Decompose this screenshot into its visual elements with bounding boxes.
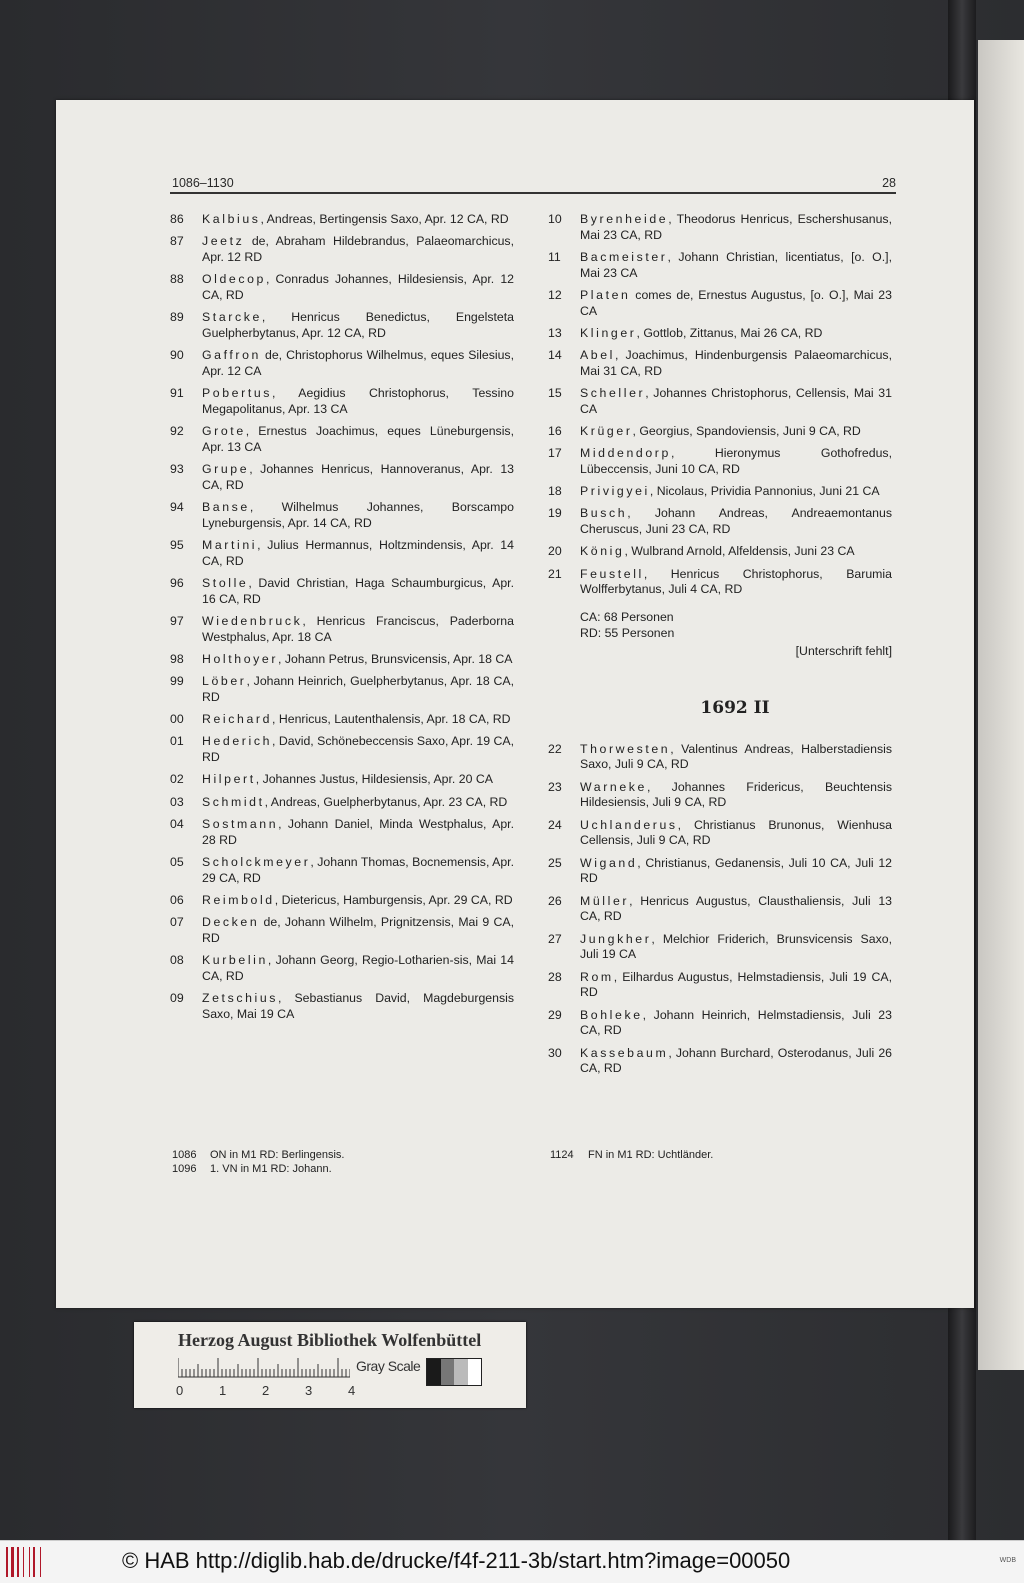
entry-details: , Andreas, Guelpherbytanus, Apr. 23 CA, RD [264,794,508,809]
entry-surname: Rom [580,969,614,984]
entry-surname: Schmidt [202,794,265,809]
entry-details: , Conradus Johannes, Hildesiensis, Apr. 12 CA, RD [202,272,514,302]
entry-details: , Wilhelmus Johannes, Borscampo Lyneburgensis, Apr. 14 CA, RD [202,500,514,530]
entry-text [202,855,514,887]
entry-number: 26 [548,893,562,908]
register-entry [548,970,892,1002]
entry-text [580,1046,892,1078]
entry-text [202,310,514,342]
page-number: 28 [882,176,896,190]
entry-text [202,576,514,608]
entry-details: , Julius Hermannus, Holtzmindensis, Apr. 14 CA, RD [202,538,514,568]
register-entry [548,484,892,500]
entry-text [202,386,514,418]
entry-details: de, Christophorus Wilhelmus, eques Silesius, Apr. 12 CA [202,348,514,378]
gray-swatch [468,1359,482,1385]
entry-surname: Scheller [580,386,646,401]
entry-details: , Andreas, Bertingensis Saxo, Apr. 12 CA, RD [260,212,509,226]
register-entry [548,932,892,964]
entry-details: , Johann Georg, Regio-Lotharien-sis, Mai 14 CA, RD [202,952,514,983]
entry-number: 29 [548,1007,562,1022]
ruler-number: 2 [262,1383,270,1398]
entry-surname: Abel [580,348,616,363]
footnotes-left [172,1148,345,1176]
entry-number: 91 [170,386,184,401]
ruler-number: 4 [348,1383,356,1398]
register-entry [548,1008,892,1040]
entry-text [580,970,892,1002]
barcode-icon [6,1547,46,1577]
register-entry [170,348,514,380]
entry-surname: Klinger [580,325,637,340]
entry-details: , Henricus, Lautenthalensis, Apr. 18 CA, RD [272,712,511,727]
entry-text [202,795,514,811]
entry-details: , Eilhardus Augustus, Helmstadiensis, Juli 19 CA, RD [580,969,892,1000]
entry-surname: Jeetz [202,234,245,249]
entry-details: , Henricus Benedictus, Engelsteta Guelpherbytanus, Apr. 12 CA, RD [202,310,514,340]
entry-surname: Reimbold [202,892,275,907]
entry-surname: Krüger [580,424,633,439]
entry-text [202,212,514,228]
entry-details: comes de, Ernestus Augustus, [o. O.], Mai 23 CA [580,287,892,318]
ruler-number: 1 [219,1383,227,1398]
entry-details: , Johann Christian, licentiatus, [o. O.], Mai 23 CA [580,249,892,280]
entry-surname: Thorwesten [580,741,671,756]
footnote [550,1148,713,1162]
ruler-number: 0 [176,1383,184,1398]
footer-small-logo: WDB [999,1557,1016,1564]
entry-number: 28 [548,969,562,984]
entry-surname: Platen [580,287,631,302]
entry-text [580,424,892,440]
entry-number: 96 [170,576,184,591]
register-entry [170,576,514,608]
entry-number: 19 [548,506,562,521]
entry-details: , Johann Andreas, Andreaemontanus Cheruscus, Juni 23 CA, RD [580,506,892,537]
entry-text [202,500,514,532]
entry-number: 20 [548,544,562,559]
entry-number: 02 [170,772,184,787]
entry-details: , Melchior Friderich, Brunsvicensis Saxo, Juli 19 CA [580,931,892,962]
entry-details: , Henricus Christophorus, Barumia Wolfferbytanus, Juli 4 CA, RD [580,566,892,597]
entry-details: , Johannes Henricus, Hannoveranus, Apr. 13 CA, RD [202,462,514,492]
entry-text [202,915,514,947]
hab-card-title: Herzog August Bibliothek Wolfenbüttel [178,1330,482,1350]
entry-details: , Nicolaus, Prividia Pannonius, Juni 21 CA [649,484,880,499]
entry-number: 22 [548,741,562,756]
entry-details: , Christianus Brunonus, Wienhusa Cellensis, Juli 9 CA, RD [580,817,892,848]
entry-text [202,424,514,456]
entry-number: 13 [548,325,562,340]
entry-details: , David Christian, Haga Schaumburgicus, Apr. 16 CA, RD [202,576,514,606]
gray-swatch [441,1359,455,1385]
entry-number: 10 [548,212,562,226]
barcode-bar [40,1547,41,1577]
entry-surname: Privigyei [580,484,650,499]
entry-number: 27 [548,931,562,946]
barcode-bar [11,1547,14,1577]
entry-details: , David, Schönebeccensis Saxo, Apr. 19 CA, RD [202,734,514,765]
entry-surname: Byrenheide [580,212,669,226]
register-entry [548,894,892,926]
ruler-number: 3 [305,1383,313,1398]
register-entry [170,795,514,811]
entry-surname: Bacmeister [580,249,668,264]
entry-surname: Reichard [202,712,273,727]
entry-text [580,818,892,850]
entry-number: 98 [170,652,184,667]
entry-number: 93 [170,462,184,477]
entry-text [580,856,892,888]
entry-number: 08 [170,952,184,967]
entry-surname: Gaffron [202,348,261,363]
entry-text [202,953,514,985]
entry-text [580,212,892,244]
entry-number: 04 [170,816,184,831]
entry-text [580,544,892,560]
entry-number: 12 [548,287,562,302]
register-entry [170,817,514,849]
entry-surname: Pobertus [202,386,273,401]
entry-surname: Starcke [202,310,262,325]
entry-surname: Banse [202,500,250,515]
entry-details: , Aegidius Christophorus, Tessino Megapolitanus, Apr. 13 CA [202,386,514,416]
footnote-text: 1. VN in M1 RD: Johann. [210,1163,332,1175]
entry-details: , Gottlob, Zittanus, Mai 26 CA, RD [636,325,823,340]
entry-details: , Georgius, Spandoviensis, Juni 9 CA, RD [632,424,861,439]
gray-swatch [454,1359,468,1385]
left-column [170,212,514,1029]
entry-text [202,652,514,668]
register-entry [548,742,892,774]
entry-surname: Jungkher [580,931,652,946]
entry-surname: Warneke [580,779,647,794]
register-entry [170,734,514,766]
register-entry [170,462,514,494]
register-entry [170,991,514,1023]
register-entry [548,348,892,380]
ruler-numbers [176,1383,391,1398]
footer-url[interactable]: © HAB http://diglib.hab.de/drucke/f4f-211-3b/start.htm?image=00050 [122,1548,791,1573]
register-entry [548,386,892,418]
entry-details: , Johann Heinrich, Helmstadiensis, Juli 23 CA, RD [580,1007,892,1038]
entry-surname: Sostmann [202,816,279,831]
entry-surname: Stolle [202,576,249,591]
entry-surname: Grupe [202,462,250,477]
barcode-bar [17,1547,19,1577]
entry-number: 03 [170,794,184,809]
entry-text [580,506,892,538]
entry-number: 18 [548,484,562,499]
entry-text [580,1008,892,1040]
entry-number: 89 [170,310,184,325]
entry-surname: König [580,544,625,559]
entry-surname: Zetschius [202,990,279,1005]
running-head-range: 1086–1130 [172,176,234,190]
entry-surname: Middendorp [580,446,671,461]
footnote-number: 1086 [172,1149,197,1161]
entry-number: 97 [170,614,184,629]
entry-text [580,348,892,380]
entry-number: 99 [170,674,184,689]
register-entry [170,614,514,646]
footnote-text: FN in M1 RD: Uchtländer. [588,1149,714,1161]
entry-number: 07 [170,914,184,929]
entry-details: , Johann Petrus, Brunsvicensis, Apr. 18 CA [278,652,513,667]
entry-text [202,772,514,788]
entry-details: , Wulbrand Arnold, Alfeldensis, Juni 23 CA [624,544,855,559]
register-entry [170,310,514,342]
register-entry [548,780,892,812]
entry-details: , Johann Heinrich, Guelpherbytanus, Apr. 18 CA, RD [202,674,514,704]
entry-text [202,348,514,380]
entry-details: , Johannes Justus, Hildesiensis, Apr. 20 CA [255,772,493,787]
entry-text [580,326,892,342]
entry-surname: Hederich [202,734,273,749]
footnotes-right [550,1148,713,1162]
entry-text [580,567,892,599]
entry-details: , Johann Thomas, Bocnemensis, Apr. 29 CA, RD [202,854,514,885]
register-entry [170,915,514,947]
entry-text [580,932,892,964]
register-entry [170,538,514,570]
entry-details: de, Johann Wilhelm, Prignitzensis, Mai 9 CA, RD [202,914,514,945]
entry-number: 06 [170,892,184,907]
barcode-bar [23,1547,24,1577]
entry-text [202,462,514,494]
register-entry [170,212,514,228]
register-entry [548,446,892,478]
entry-number: 17 [548,446,562,461]
entry-surname: Busch [580,506,628,521]
register-entry [170,424,514,456]
document-page [56,100,974,1308]
barcode-bar [33,1547,35,1577]
ruler-icon [178,1358,350,1378]
register-entry [170,652,514,668]
entry-details: , Theodorus Henricus, Eschershusanus, Mai 23 CA, RD [580,212,892,242]
right-column-entries-bottom [548,742,892,1077]
register-entry [548,250,892,282]
register-entry [170,386,514,418]
entry-number: 05 [170,854,184,869]
signature-note: [Unterschrift fehlt] [795,643,892,658]
footnote [172,1148,345,1162]
entry-surname: Holthoyer [202,652,279,667]
entry-number: 24 [548,817,562,832]
entry-surname: Wigand [580,855,638,870]
entry-number: 94 [170,500,184,515]
entry-text [202,734,514,766]
entry-surname: Bohleke [580,1007,643,1022]
right-column [548,212,892,1083]
footnote [172,1162,345,1176]
footer-bar [0,1540,1024,1583]
entry-details: , Henricus Franciscus, Paderborna Westphalus, Apr. 18 CA [202,614,514,644]
register-entry [548,1046,892,1078]
entry-surname: Müller [580,893,630,908]
entry-number: 16 [548,424,562,439]
register-entry [548,424,892,440]
summary-rd: RD: 55 Personen [580,626,675,641]
entry-details: , Henricus Augustus, Clausthaliensis, Juli 13 CA, RD [580,893,892,924]
entry-details: , Johann Daniel, Minda Westphalus, Apr. 28 RD [202,816,514,847]
entry-number: 92 [170,424,184,439]
entry-number: 01 [170,734,184,749]
entry-text [202,817,514,849]
entry-surname: Löber [202,674,247,689]
entry-number: 87 [170,234,184,249]
entry-details: , Dietericus, Hamburgensis, Apr. 29 CA, RD [274,892,513,907]
entry-surname: Hilpert [202,772,256,787]
entry-details: , Johannes Christophorus, Cellensis, Mai 31 CA [580,386,892,416]
register-entry [170,855,514,887]
register-entry [170,712,514,728]
register-entry [170,772,514,788]
footnote-number: 1124 [550,1149,574,1161]
register-entry [548,818,892,850]
entry-number: 14 [548,348,562,363]
entry-details: , Sebastianus David, Magdeburgensis Saxo, Mai 19 CA [202,990,514,1021]
entry-number: 15 [548,386,562,401]
entry-surname: Decken [202,914,260,929]
entry-text [202,272,514,304]
year-heading: 1692 II [700,697,770,718]
entry-surname: Grote [202,424,246,439]
entry-text [580,288,892,320]
register-entry [548,212,892,244]
footnote-number: 1096 [172,1163,197,1175]
right-column-entries-top [548,212,892,598]
gray-scale-swatches [426,1358,482,1386]
entry-text [202,234,514,266]
entry-text [580,446,892,478]
entry-text [202,991,514,1023]
summary [548,610,892,642]
entry-number: 88 [170,272,184,287]
entry-details: , Christianus, Gedanensis, Juli 10 CA, Juli 12 RD [580,855,892,886]
register-entry [548,544,892,560]
entry-number: 00 [170,712,184,727]
register-entry [548,567,892,599]
gray-scale-label: Gray Scale [356,1358,421,1374]
register-entry [170,500,514,532]
register-entry [170,674,514,706]
entry-surname: Oldecop [202,272,267,287]
barcode-bar [6,1547,8,1577]
entry-surname: Uchlanderus [580,817,678,832]
footnote-text: ON in M1 RD: Berlingensis. [210,1149,345,1161]
entry-text [580,386,892,418]
entry-details: , Hieronymus Gothofredus, Lübeccensis, Juni 10 CA, RD [580,446,892,477]
register-entry [548,326,892,342]
entry-surname: Feustell [580,566,644,581]
register-entry [170,234,514,266]
summary-ca: CA: 68 Personen [580,610,674,625]
entry-number: 25 [548,855,562,870]
entry-number: 86 [170,212,184,226]
entry-text [580,742,892,774]
entry-text [202,712,514,728]
register-entry [170,953,514,985]
hab-color-card [134,1322,526,1408]
entry-number: 23 [548,779,562,794]
entry-text [580,484,892,500]
entry-details: , Joachimus, Hindenburgensis Palaeomarchicus, Mai 31 CA, RD [580,348,892,378]
entry-number: 21 [548,566,562,581]
entry-text [202,538,514,570]
entry-text [202,674,514,706]
entry-number: 11 [548,249,561,264]
entry-surname: Kalbius [202,212,261,226]
entry-surname: Kassebaum [580,1045,669,1060]
entry-surname: Scholckmeyer [202,854,311,869]
entry-surname: Kurbelin [202,952,268,967]
entry-surname: Wiedenbruck [202,614,303,629]
adjacent-page-edge [978,40,1024,1370]
register-entry [170,272,514,304]
entry-text [580,894,892,926]
register-entry [548,288,892,320]
entry-number: 09 [170,990,184,1005]
entry-details: , Johannes Fridericus, Beuchtensis Hildesiensis, Juli 9 CA, RD [580,779,892,810]
register-entry [548,506,892,538]
entry-surname: Martini [202,538,258,553]
register-entry [548,856,892,888]
entry-number: 30 [548,1045,562,1060]
gray-swatch [427,1359,441,1385]
entry-text [202,614,514,646]
entry-details: de, Abraham Hildebrandus, Palaeomarchicus, Apr. 12 RD [202,234,514,264]
register-entry [170,893,514,909]
entry-details: , Ernestus Joachimus, eques Lüneburgensis, Apr. 13 CA [202,424,514,454]
entry-text [580,780,892,812]
header-rule [170,192,896,194]
entry-text [202,893,514,909]
entry-details: , Valentinus Andreas, Halberstadiensis Saxo, Juli 9 CA, RD [580,741,892,772]
barcode-bar [29,1547,30,1577]
entry-number: 95 [170,538,184,553]
entry-details: , Johann Burchard, Osterodanus, Juli 26 CA, RD [580,1045,892,1076]
entry-number: 90 [170,348,184,363]
entry-text [580,250,892,282]
